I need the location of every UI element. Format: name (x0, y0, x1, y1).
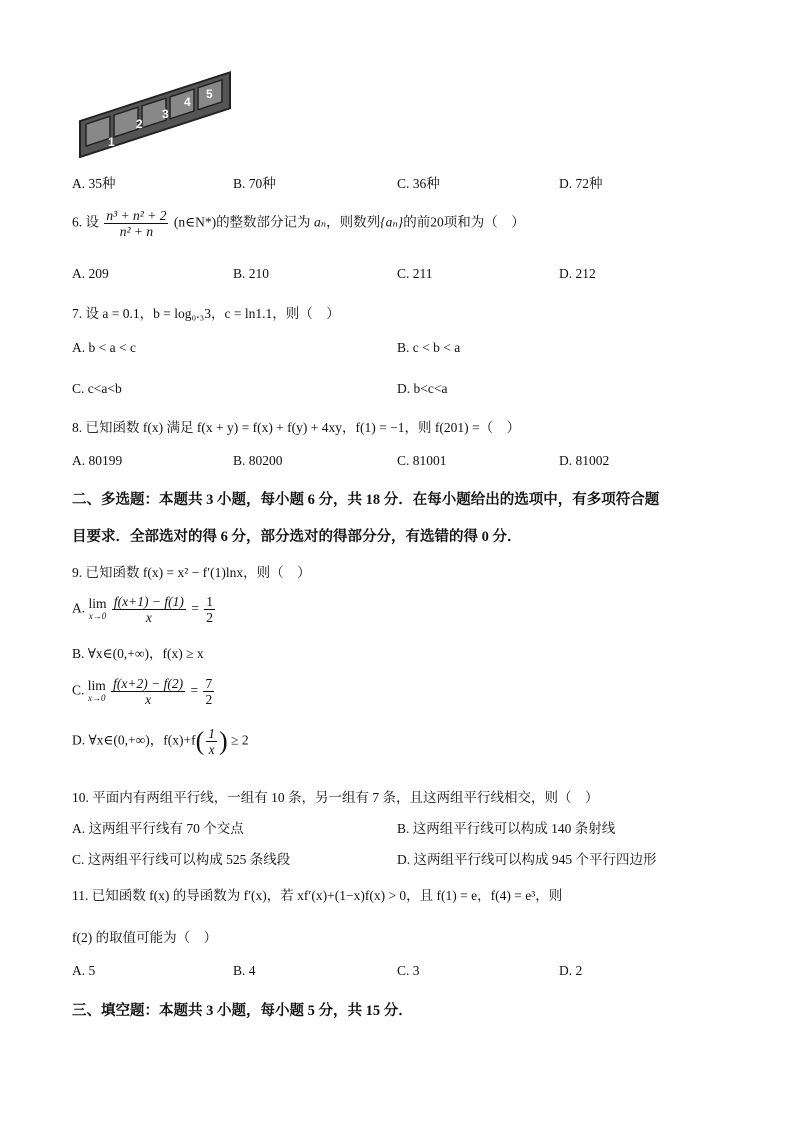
q6-stem (72, 208, 525, 239)
box-number-5: 5 (206, 87, 213, 101)
q11-stem-line2: f(2) 的取值可能为（ ） (72, 930, 218, 945)
q9-d-frac-num: 1 (208, 726, 216, 741)
q9-c-val (203, 676, 214, 707)
q9-a-num: f(x+1) − f(1) (113, 594, 184, 609)
q6-option-c: C. 211 (397, 266, 433, 281)
q9-c-eq: = (190, 682, 199, 698)
q9-a-val-den: 2 (206, 610, 213, 625)
q6-cond: (n∈N*) (173, 214, 217, 230)
q9-c-lim (87, 677, 106, 704)
q9-a-eq: = (191, 600, 199, 616)
q9-c-den: x (145, 692, 152, 707)
q10-option-c: C. 这两组平行线可以构成 525 条线段 (72, 852, 291, 867)
q9-c-frac (111, 676, 185, 707)
q9-d-frac (206, 726, 217, 757)
q6-frac-num: n³ + n² + 2 (106, 208, 167, 223)
q9-d-label: D. ∀x∈(0,+∞)，f(x)+f (72, 732, 196, 748)
q9-d-frac-den: x (208, 742, 215, 757)
q9-a-frac (112, 594, 186, 625)
q9-d-tail: ≥ 2 (231, 732, 249, 748)
q9-a-val (204, 594, 215, 625)
q9-a-lim (88, 595, 107, 622)
q8-option-b: B. 80200 (233, 453, 283, 468)
q9-c-label: C. (72, 682, 85, 698)
q7-option-c: C. c<a<b (72, 381, 122, 396)
q9-c-num: f(x+2) − f(2) (113, 676, 184, 691)
q8-option-c: C. 81001 (397, 453, 447, 468)
q7-option-a: A. b < a < c (72, 340, 136, 355)
q9-stem: 9. 已知函数 f(x) = x² − f′(1)lnx，则（ ） (72, 565, 311, 580)
q10-option-d: D. 这两组平行线可以构成 945 个平行四边形 (397, 852, 657, 867)
q6-suffix: 的前20项和为（ ） (403, 214, 525, 230)
q5-option-d: D. 72种 (559, 176, 603, 191)
q10-option-a: A. 这两组平行线有 70 个交点 (72, 821, 244, 836)
q6-option-a: A. 209 (72, 266, 109, 281)
q9-option-c (72, 676, 216, 707)
boxes-image (74, 68, 234, 158)
q6-frac-den: n² + n (119, 224, 154, 239)
q9-option-a (72, 594, 217, 625)
q11-option-a: A. 5 (72, 963, 96, 978)
q7-option-d: D. b<c<a (397, 381, 448, 396)
q11-option-d: D. 2 (559, 963, 583, 978)
q6-an: aₙ (313, 214, 327, 230)
box-number-1: 1 (108, 135, 115, 149)
q6-seq: {aₙ} (380, 214, 404, 230)
q6-fraction (104, 208, 168, 239)
q5-option-b: B. 70种 (233, 176, 276, 191)
q11-option-b: B. 4 (233, 963, 256, 978)
q6-mid2: ，则数列 (326, 214, 381, 230)
q8-option-a: A. 80199 (72, 453, 123, 468)
q10-stem: 10. 平面内有两组平行线，一组有 10 条，另一组有 7 条，且这两组平行线相交，则（ ） (72, 790, 599, 805)
section3-heading: 三、填空题：本题共 3 小题，每小题 5 分，共 15 分． (72, 1003, 413, 1019)
q9-c-val-den: 2 (205, 692, 213, 707)
q9-a-label: A. (72, 600, 86, 616)
q5-option-a: A. 35种 (72, 176, 116, 191)
q9-a-val-num: 1 (206, 594, 213, 609)
q11-stem-line1: 11. 已知函数 f(x) 的导函数为 f′(x)，若 xf′(x)+(1−x)f(x) > 0，且 f(1) = e，f(4) = e³，则 (72, 888, 563, 903)
q8-stem: 8. 已知函数 f(x) 满足 f(x + y) = f(x) + f(y) + 4xy，f(1) = −1，则 f(201) =（ ） (72, 420, 521, 435)
q10-option-b: B. 这两组平行线可以构成 140 条射线 (397, 821, 616, 836)
box-number-2: 2 (136, 117, 143, 131)
q11-option-c: C. 3 (397, 963, 420, 978)
q9-c-lim-text: lim (87, 677, 106, 693)
section2-heading-line2: 目要求．全部选对的得 6 分，部分选对的得部分分，有选错的得 0 分． (72, 529, 522, 545)
q7-option-b: B. c < b < a (397, 340, 461, 355)
q6-option-d: D. 212 (559, 266, 596, 281)
q5-option-c: C. 36种 (397, 176, 440, 191)
q9-c-val-num: 7 (205, 676, 213, 691)
q9-a-den: x (145, 610, 152, 625)
q8-option-d: D. 81002 (559, 453, 610, 468)
q6-prefix: 6. 设 (72, 214, 99, 230)
q7-stem: 7. 设 a = 0.1，b = log₀.₃3，c = ln1.1，则（ ） (72, 306, 340, 321)
q9-option-b: B. ∀x∈(0,+∞)，f(x) ≥ x (72, 646, 204, 661)
box-number-4: 4 (184, 95, 191, 109)
q6-option-b: B. 210 (233, 266, 270, 281)
q9-option-d: D. ∀x∈(0,+∞)，f(x)+f( $\frac{1}{x}$ ) ≥ 2 (72, 726, 249, 757)
section2-heading-line1: 二、多选题：本题共 3 小题，每小题 6 分，共 18 分．在每小题给出的选项中，有多项符合题 (72, 492, 660, 508)
q9-a-lim-text: lim (88, 595, 107, 611)
q9-a-lim-sub: x→0 (88, 610, 107, 621)
q9-c-lim-sub: x→0 (88, 692, 106, 703)
q6-mid: 的整数部分记为 (216, 214, 311, 230)
box-number-3: 3 (162, 107, 169, 121)
